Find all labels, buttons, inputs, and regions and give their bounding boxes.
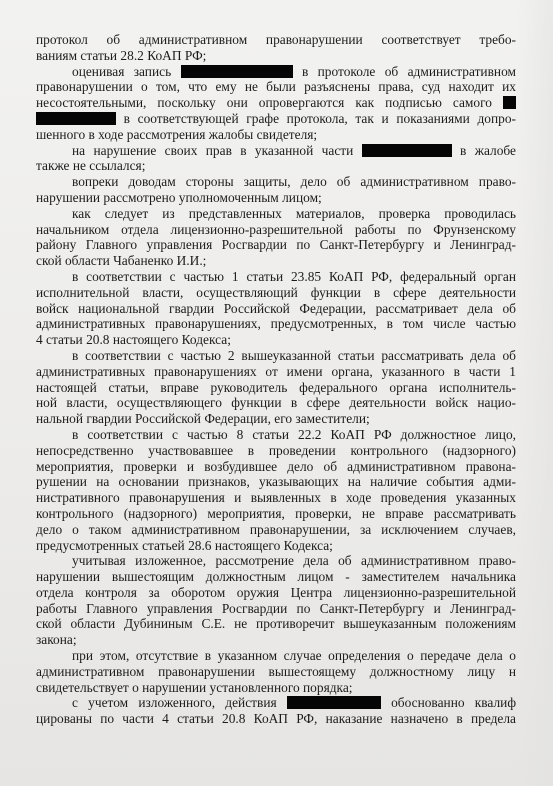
line-text-after: в протоколе об административном	[301, 63, 517, 79]
text-line: ской области Дубининым С.Е. не противоречит вышеуказанным положениям	[36, 616, 516, 632]
text-line	[36, 111, 516, 127]
page-edge-shadow	[517, 0, 553, 786]
redaction-block	[503, 96, 516, 109]
text-line	[36, 64, 516, 80]
line-text-before: несостоятельными, поскольку они опровергаются как подписью самого	[36, 95, 492, 111]
text-line: административных правонарушениях от имени органа, указанного в части 1	[36, 363, 516, 379]
text-line: мероприятия, проверки и возбудившее дело об административном правона-	[36, 458, 516, 474]
text-line: нистративного правонарушения и выявленных в ходе проведения указанных	[36, 490, 516, 506]
text-line: району Главного управления Росгвардии по Санкт-Петербургу и Ленинград-	[36, 237, 516, 253]
text-line: в соответствии с частью 2 вышеуказанной статьи рассматривать дела об	[72, 347, 516, 363]
text-line: непосредственно участвовавшее в проведении контрольного (надзорного)	[36, 442, 516, 458]
text-line: закона;	[36, 632, 77, 648]
text-line: нальной гвардии Российской Федерации, его заместители;	[36, 411, 370, 427]
text-line	[36, 695, 516, 711]
text-line: также не ссылался;	[36, 158, 146, 174]
text-line: в соответствии с частью 1 статьи 23.85 КоАП РФ, федеральный орган	[72, 268, 516, 284]
text-line: правонарушении о том, что ему не были разъяснены права, суд находит их	[36, 79, 516, 95]
document-body	[36, 32, 516, 727]
text-line: ской области Чабаненко И.И.;	[36, 253, 207, 269]
text-line: как следует из представленных материалов, проверка проводилась	[72, 205, 516, 221]
text-line: нарушении вышестоящим должностным лицом - заместителем начальника	[36, 569, 516, 585]
text-line: вопреки доводам стороны защиты, дело об административном право-	[72, 174, 516, 190]
text-line: начальником отдела лицензионно-разрешительной работы по Фрунзенскому	[36, 221, 516, 237]
text-line: учитывая изложенное, рассмотрение дела об административном право-	[72, 553, 516, 569]
line-text-after: в жалобе	[460, 142, 516, 158]
text-line: свидетельствует о нарушении установленного порядка;	[36, 679, 353, 695]
text-line: настоящей статьи, вправе руководитель федерального органа исполнитель-	[36, 379, 516, 395]
line-text-before: на нарушение своих прав в указанной части	[72, 142, 354, 158]
text-line: шенного в ходе рассмотрения жалобы свидетеля;	[36, 126, 318, 142]
text-line: нарушении рассмотрено уполномоченным лицом;	[36, 189, 322, 205]
text-line: работы Главного управления Росгвардии по Санкт-Петербургу и Ленинград-	[36, 600, 516, 616]
text-line: 4 статьи 20.8 настоящего Кодекса;	[36, 332, 231, 348]
text-line	[36, 143, 516, 159]
line-text-before: с учетом изложенного, действия	[72, 695, 277, 711]
text-line: ной власти, осуществляющего функции в сфере деятельности войск нацио-	[36, 395, 516, 411]
line-text-after: в соответствующей графе протокола, так и показаниями допро-	[123, 110, 516, 126]
redaction-block	[287, 696, 381, 709]
text-line: дело о таком административном правонарушении, за исключением случаев,	[36, 521, 516, 537]
text-line: при этом, отсутствие в указанном случае определения о передаче дела о	[72, 648, 516, 664]
text-line: в соответствии с частью 8 статьи 22.2 КоАП РФ должностное лицо,	[72, 426, 516, 442]
text-line: войск национальной гвардии Российской Федерации, рассматривает дела об	[36, 300, 516, 316]
redaction-block	[362, 144, 452, 157]
text-line: исполнительной власти, осуществляющий функции в сфере деятельности	[36, 284, 516, 300]
text-line	[36, 95, 516, 111]
text-line: административных правонарушениях, предусмотренных, в том числе частью	[36, 316, 516, 332]
line-text-after: обоснованно квалиф	[391, 695, 516, 711]
text-line: рушении на основании признаков, указывающих на наличие события адми-	[36, 474, 516, 490]
text-line: предусмотренных статьей 28.6 настоящего Кодекса;	[36, 537, 333, 553]
text-line: протокол об административном правонарушении соответствует требо-	[36, 32, 516, 47]
redaction-block	[181, 65, 293, 78]
text-line: цированы по части 4 статьи 20.8 КоАП РФ, наказание назначено в предела	[36, 711, 516, 727]
text-line: контрольного (надзорного) мероприятия, проверки, не вправе рассматривать	[36, 505, 516, 521]
text-line: отдела контроля за оборотом оружия Центра лицензионно-разрешительной	[36, 584, 516, 600]
line-text-before: оценивая запись	[72, 63, 172, 79]
text-line: административном правонарушении вышестоящему должностному лицу н	[36, 663, 516, 679]
text-line: ваниям статьи 28.2 КоАП РФ;	[36, 47, 207, 63]
redaction-block	[36, 112, 116, 125]
